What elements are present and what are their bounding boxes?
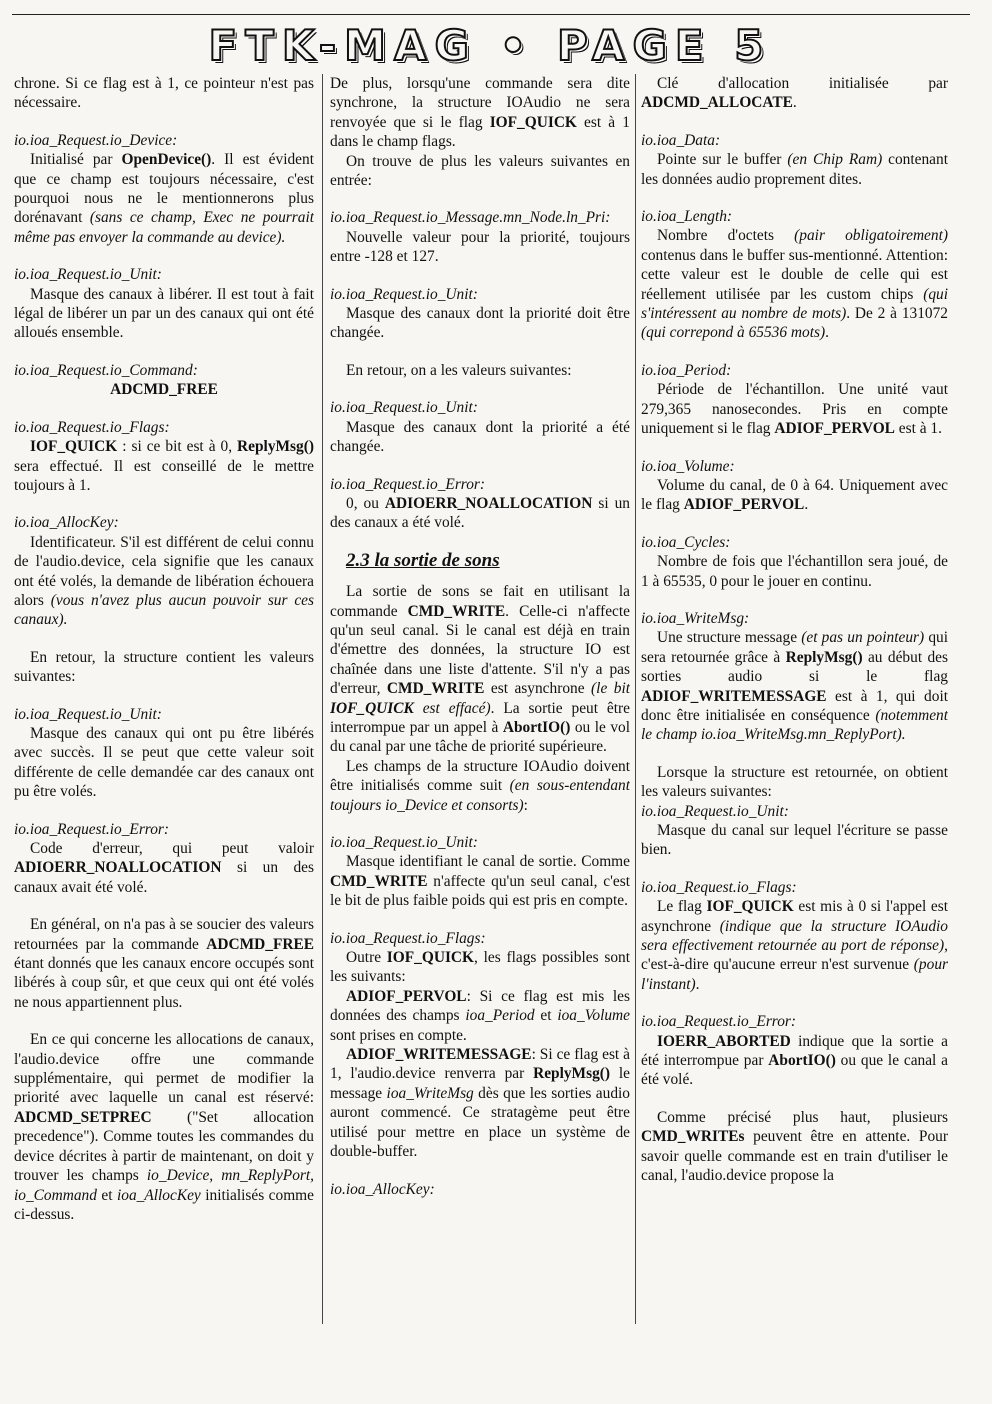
paragraph: En ce qui concerne les allocations de canaux, l'audio.device offre une commande supplémentaire, qui permet de modifier la priorité avec laquelle un canal est réservé: ADCMD_SETPREC ("Set allocation precedence"). Comme toutes les commandes du device décrites à partir de maintenant, on doit y trouver les champs io_Device, mn_ReplyPort, io_Command et ioa_AllocKey initialisés comme ci-dessus.	[14, 1031, 314, 1223]
paragraph: En retour, la structure contient les valeurs suivantes:	[14, 648, 314, 686]
field-name: io.ioa_Request.io_Message.mn_Node.ln_Pri:	[330, 209, 611, 227]
field-name: io.ioa_Request.io_Unit:	[14, 705, 162, 723]
field-name: io.ioa_Request.io_Flags:	[14, 418, 170, 436]
paragraph: Nombre d'octets (pair obligatoirement) contenus dans le buffer sus-mentionné. Attention: cette valeur est le double de celle qui est réellement utilisée par les custom chips (qui s'intéressent au nombre de mots). De 2 à 131072 (qui correpond à 65536 mots).	[641, 227, 948, 342]
paragraph: Outre IOF_QUICK, les flags possibles sont les suivants:	[330, 949, 630, 986]
paragraph: Le flag IOF_QUICK est mis à 0 si l'appel est asynchrone (indique que la structure IOAudio sera effectivement retournée au port de réponse), c'est-à-dire qu'aucune erreur n'est survenue (pour l'instant).	[641, 898, 948, 993]
field-name: io.ioa_Request.io_Error:	[641, 1013, 797, 1031]
paragraph: Lorsque la structure est retournée, on obtient les valeurs suivantes:	[641, 763, 948, 801]
field-name: io.ioa_WriteMsg:	[641, 609, 750, 627]
field-name: io.ioa_Volume:	[641, 457, 735, 475]
command-name: ADCMD_FREE	[110, 381, 218, 399]
paragraph: IOERR_ABORTED indique que la sortie a été interrompue par AbortIO() ou que le canal a été volé.	[641, 1032, 948, 1089]
paragraph: Comme précisé plus haut, plusieurs CMD_WRITEs peuvent être en attente. Pour savoir quelle commande est en train d'utiliser le canal, l'audio.device propose la	[641, 1108, 948, 1185]
paragraph: En retour, on a les valeurs suivantes:	[346, 361, 572, 379]
field-name: io.ioa_Request.io_Flags:	[641, 878, 797, 896]
paragraph: Les champs de la structure IOAudio doivent être initialisés comme suit (en sous-entendant toujours io_Device et consorts):	[330, 757, 630, 814]
paragraph: IOF_QUICK : si ce bit est à 0, ReplyMsg() sera effectué. Il est conseillé de le mettre toujours à 1.	[14, 438, 314, 494]
paragraph: chrone. Si ce flag est à 1, ce pointeur n'est pas nécessaire.	[14, 75, 314, 112]
paragraph: Période de l'échantillon. Une unité vaut 279,365 nanosecondes. Pris en compte uniquement si le flag ADIOF_PERVOL est à 1.	[641, 381, 948, 438]
paragraph: Une structure message (et pas un pointeur) qui sera retournée grâce à ReplyMsg() au début des sorties audio si le flag ADIOF_WRITEMESSAGE est à 1, qui doit donc être initialisée en conséquence (notemment le champ io.ioa_WriteMsg.mn_ReplyPort).	[641, 629, 948, 744]
paragraph: Clé d'allocation initialisée par ADCMD_ALLOCATE.	[641, 75, 948, 112]
field-name: io.ioa_Request.io_Unit:	[14, 266, 162, 284]
paragraph: La sortie de sons se fait en utilisant la commande CMD_WRITE. Celle-ci n'affecte qu'un seul canal. Si le canal est déjà en train d'émettre des données, la structure IO est chaînée dans une liste d'attente. S'il n'y a pas d'erreur, CMD_WRITE est asynchrone (le bit IOF_QUICK est effacé). La sortie peut être interrompue par un appel à AbortIO() ou le vol du canal par une tâche de priorité supérieure.	[330, 583, 630, 756]
field-name: io.ioa_Data:	[641, 131, 721, 149]
paragraph: 0, ou ADIOERR_NOALLOCATION si un des canaux a été volé.	[330, 494, 630, 532]
paragraph: Identificateur. S'il est différent de celui connu de l'audio.device, cela signifie que les canaux ont été volés, la demande de libération échouera alors (vous n'avez plus aucun pouvoir sur ces canaux).	[14, 533, 314, 629]
paragraph: Masque des canaux à libérer. Il est tout à fait légal de libérer un par un des canaux qui ont été alloués ensemble.	[14, 285, 314, 342]
field-name: io.ioa_Request.io_Device:	[14, 131, 178, 149]
field-name: io.ioa_Request.io_Unit:	[330, 834, 478, 851]
paragraph: Code d'erreur, qui peut valoir ADIOERR_NOALLOCATION si un des canaux avait été volé.	[14, 840, 314, 896]
paragraph: Masque des canaux qui ont pu être libérés avec succès. Il se peut que cette valeur soit différente de celle demandée car des canaux ont pu être volés.	[14, 724, 314, 801]
field-name: io.ioa_Request.io_Error:	[330, 475, 486, 493]
paragraph: Masque du canal sur lequel l'écriture se passe bien.	[641, 822, 948, 859]
field-name: io.ioa_Request.io_Unit:	[330, 399, 478, 417]
masthead-title: FTK-MAG • PAGE 5	[208, 20, 772, 70]
field-name: io.ioa_AllocKey:	[14, 514, 119, 532]
column-1	[14, 74, 314, 1394]
paragraph: ADIOF_PERVOL: Si ce flag est mis les données des champs ioa_Period et ioa_Volume sont prises en compte.	[330, 987, 630, 1044]
paragraph: Masque des canaux dont la priorité doit être changée.	[330, 305, 630, 342]
paragraph: ADIOF_WRITEMESSAGE: Si ce flag est à 1, l'audio.device renverra par ReplyMsg() le message ioa_WriteMsg dès que les sorties audio auront commencé. Ce stratagème peut être utilisé pour mettre en place un système de double-buffer.	[330, 1046, 630, 1161]
field-name: io.ioa_Request.io_Command:	[14, 361, 198, 379]
paragraph: Nouvelle valeur pour la priorité, toujours entre -128 et 127.	[330, 228, 630, 266]
paragraph: Masque identifiant le canal de sortie. Comme CMD_WRITE n'affecte qu'un seul canal, c'est le bit de plus faible poids qui est pris en compte.	[330, 853, 630, 910]
field-name: io.ioa_Request.io_Unit:	[641, 802, 789, 820]
column-divider	[322, 74, 323, 1324]
field-name: io.ioa_Period:	[641, 361, 732, 379]
field-name: io.ioa_Request.io_Error:	[14, 820, 170, 838]
paragraph: Volume du canal, de 0 à 64. Uniquement avec le flag ADIOF_PERVOL.	[641, 476, 948, 514]
paragraph: En général, on n'a pas à se soucier des valeurs retournées par la commande ADCMD_FREE étant donnés que les canaux encore occupés sont libérés à coup sûr, et que ceux qui ont été volés ne nous appartiennent plus.	[14, 916, 314, 1011]
column-3	[641, 74, 948, 1394]
field-name: io.ioa_Cycles:	[641, 533, 731, 551]
column-divider	[635, 74, 636, 1324]
paragraph: Pointe sur le buffer (en Chip Ram) contenant les données audio proprement dites.	[641, 151, 948, 188]
column-2	[330, 74, 630, 1394]
field-name: io.ioa_Length:	[641, 208, 733, 226]
paragraph: Masque des canaux dont la priorité a été changée.	[330, 418, 630, 456]
paragraph: De plus, lorsqu'une commande sera dite synchrone, la structure IOAudio ne sera renvoyée que si le flag IOF_QUICK est à 1 dans le champ flags.	[330, 75, 630, 151]
masthead	[110, 14, 870, 76]
field-name: io.ioa_Request.io_Flags:	[330, 929, 486, 947]
paragraph: Initialisé par OpenDevice(). Il est évident que ce champ est toujours nécessaire, c'est pourquoi nous ne le mentionnerons plus dorénavant (sans ce champ, Exec ne pourrait même pas envoyer la commande au device).	[14, 151, 314, 246]
paragraph: Nombre de fois que l'échantillon sera joué, de 1 à 65535, 0 pour le jouer en continu.	[641, 553, 948, 590]
field-name: io.ioa_AllocKey:	[330, 1180, 435, 1198]
field-name: io.ioa_Request.io_Unit:	[330, 285, 478, 303]
paragraph: On trouve de plus les valeurs suivantes en entrée:	[330, 152, 630, 190]
section-heading: 2.3 la sortie de sons	[346, 549, 500, 571]
